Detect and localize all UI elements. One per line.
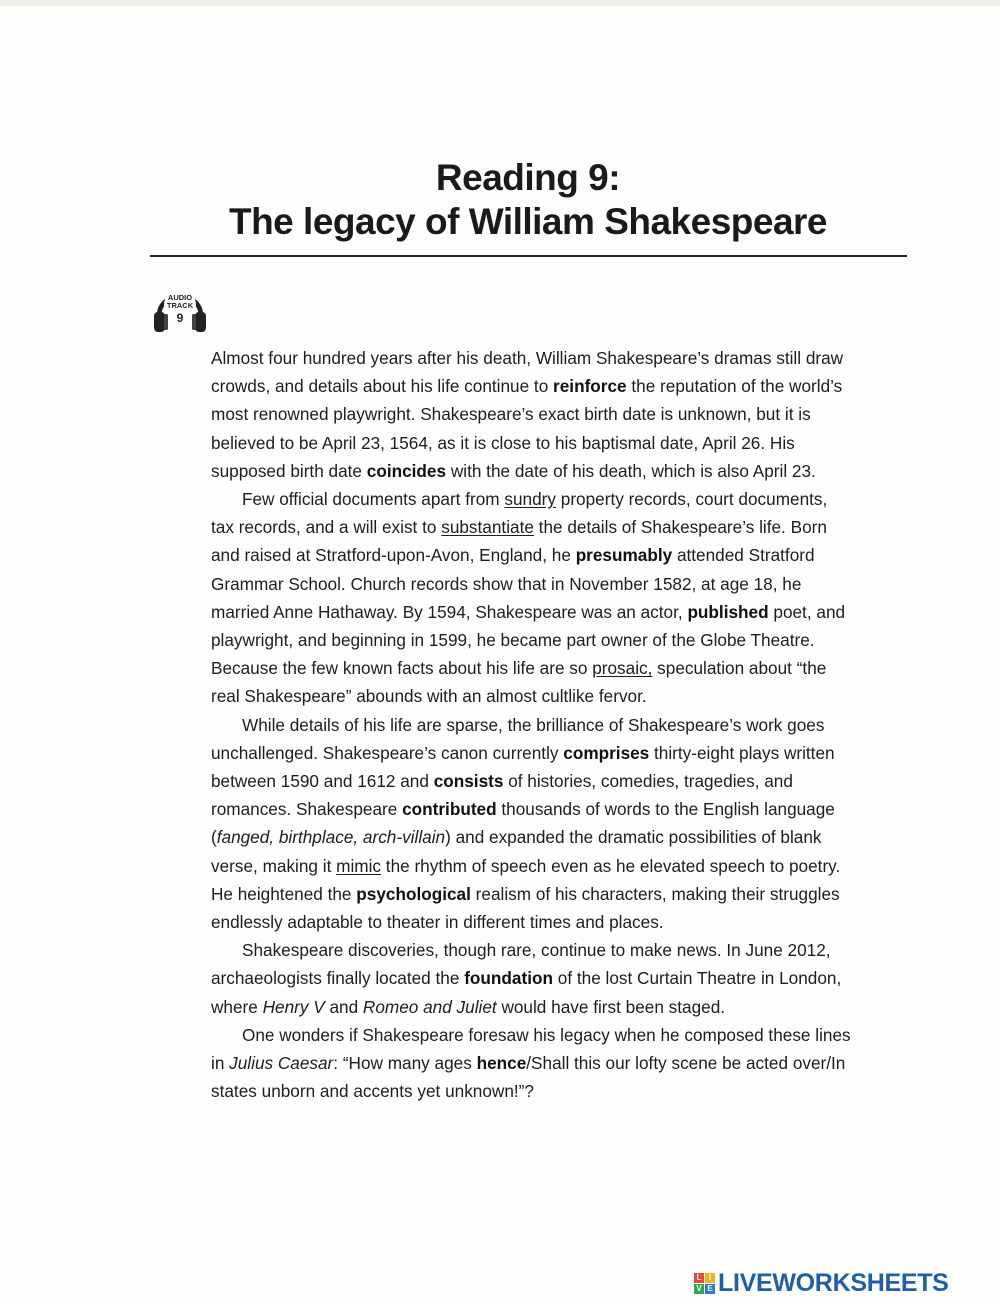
text-run: poet, and playwright, and beginning in 1599, he became part owner of the Globe Theatre. Because the few known facts about his life are so <box>211 601 846 679</box>
vocab-underlined-word: prosaic, <box>592 658 653 679</box>
italic-text: Romeo and Juliet <box>362 996 497 1017</box>
headphones-icon <box>150 276 210 336</box>
vocab-bold-word: published <box>687 601 769 622</box>
audio-track-badge[interactable] <box>150 276 210 336</box>
title-line-2: The legacy of William Shakespeare <box>228 201 828 242</box>
brand-mark-tile: E <box>705 1284 715 1294</box>
audio-label-word-1: AUDIO <box>167 293 193 302</box>
title-divider <box>150 255 907 257</box>
text-run: One wonders if Shakespeare foresaw his legacy when he composed these lines in <box>211 1024 851 1074</box>
paragraph-1 <box>211 344 851 485</box>
text-run: the details of Shakespeare’s life. Born and raised at Stratford-upon-Avon, England, he <box>211 517 827 566</box>
text-run: property records, court documents, tax records, and a will exist to <box>211 489 828 538</box>
vocab-underlined-word: substantiate <box>441 517 534 538</box>
text-run: Few official documents apart from <box>242 489 505 510</box>
text-run: of histories, comedies, tragedies, and romances. Shakespeare <box>211 771 793 820</box>
text-run: /Shall this our lofty scene be acted over/In states unborn and accents yet unknown!”? <box>211 1053 846 1102</box>
italic-text: fanged, birthplace, arch-villain <box>216 827 446 848</box>
brand-mark-tile: V <box>694 1284 704 1294</box>
vocab-underlined-word: sundry <box>504 489 556 510</box>
brand-mark-icon <box>694 1273 715 1294</box>
text-run: realism of his characters, making their struggles endlessly adaptable to theater in different times and places. <box>211 883 840 933</box>
vocab-bold-word: hence <box>476 1053 527 1074</box>
vocab-bold-word: comprises <box>563 742 650 763</box>
text-run: thirty-eight plays written between 1590 and 1612 and <box>211 742 835 792</box>
text-run: : “How many ages <box>333 1053 477 1074</box>
paragraph-4 <box>211 936 851 1021</box>
vocab-underlined-word: mimic <box>336 855 382 876</box>
paragraph-2 <box>211 485 851 711</box>
audio-track-number: 9 <box>176 311 184 325</box>
vocab-bold-word: presumably <box>575 545 673 566</box>
vocab-bold-word: foundation <box>464 968 553 989</box>
reading-passage <box>211 344 851 1105</box>
page-title <box>150 156 906 244</box>
brand-mark-tile: L <box>694 1273 704 1283</box>
brand-mark-tile: I <box>705 1273 715 1283</box>
vocab-bold-word: consists <box>433 771 504 792</box>
text-run: Shakespeare discoveries, though rare, continue to make news. In June 2012, archaeologists finally located the <box>211 940 831 989</box>
text-run: attended Stratford Grammar School. Church records show that in November 1582, at age 18, he married Anne Hathaway. By 1594, Shakespeare was an actor, <box>211 545 815 622</box>
vocab-bold-word: contributed <box>402 799 497 820</box>
text-run: While details of his life are sparse, the brilliance of Shakespeare’s work goes unchallenged. Shakespeare’s canon currently <box>211 714 825 763</box>
text-run: Almost four hundred years after his death, William Shakespeare’s dramas still draw crowds, and details about his life continue to <box>211 348 844 397</box>
audio-label-word-2: TRACK <box>166 301 194 310</box>
text-run: speculation about “the real Shakespeare” abounds with an almost cultlike fervor. <box>211 658 827 707</box>
text-run: the reputation of the world’s most renowned playwright. Shakespeare’s exact birth date is unknown, but it is believed to be April 23, 1564, as it is close to his baptismal date, April 26. His supposed birth date <box>211 376 843 481</box>
title-line-1: Reading 9: <box>435 157 621 198</box>
vocab-bold-word: coincides <box>366 460 447 481</box>
paragraph-3 <box>211 711 851 937</box>
italic-text: Henry V <box>262 996 325 1017</box>
vocab-bold-word: reinforce <box>553 376 627 397</box>
liveworksheets-logo[interactable] <box>694 1268 949 1298</box>
page-top-edge <box>0 0 1000 6</box>
vocab-bold-word: psychological <box>356 883 471 904</box>
brand-name: LIVEWORKSHEETS <box>718 1268 949 1297</box>
text-run: with the date of his death, which is also April 23. <box>446 460 816 481</box>
paragraph-5 <box>211 1021 851 1106</box>
text-run: the rhythm of speech even as he elevated speech to poetry. He heightened the <box>211 855 841 904</box>
italic-text: Julius Caesar <box>229 1053 334 1074</box>
text-run: would have first been staged. <box>496 996 726 1017</box>
text-run: ) and expanded the dramatic possibilities of blank verse, making it <box>211 827 822 876</box>
text-run: of the lost Curtain Theatre in London, where <box>211 968 842 1017</box>
text-run: and <box>324 996 363 1017</box>
text-run: thousands of words to the English language ( <box>211 799 835 848</box>
